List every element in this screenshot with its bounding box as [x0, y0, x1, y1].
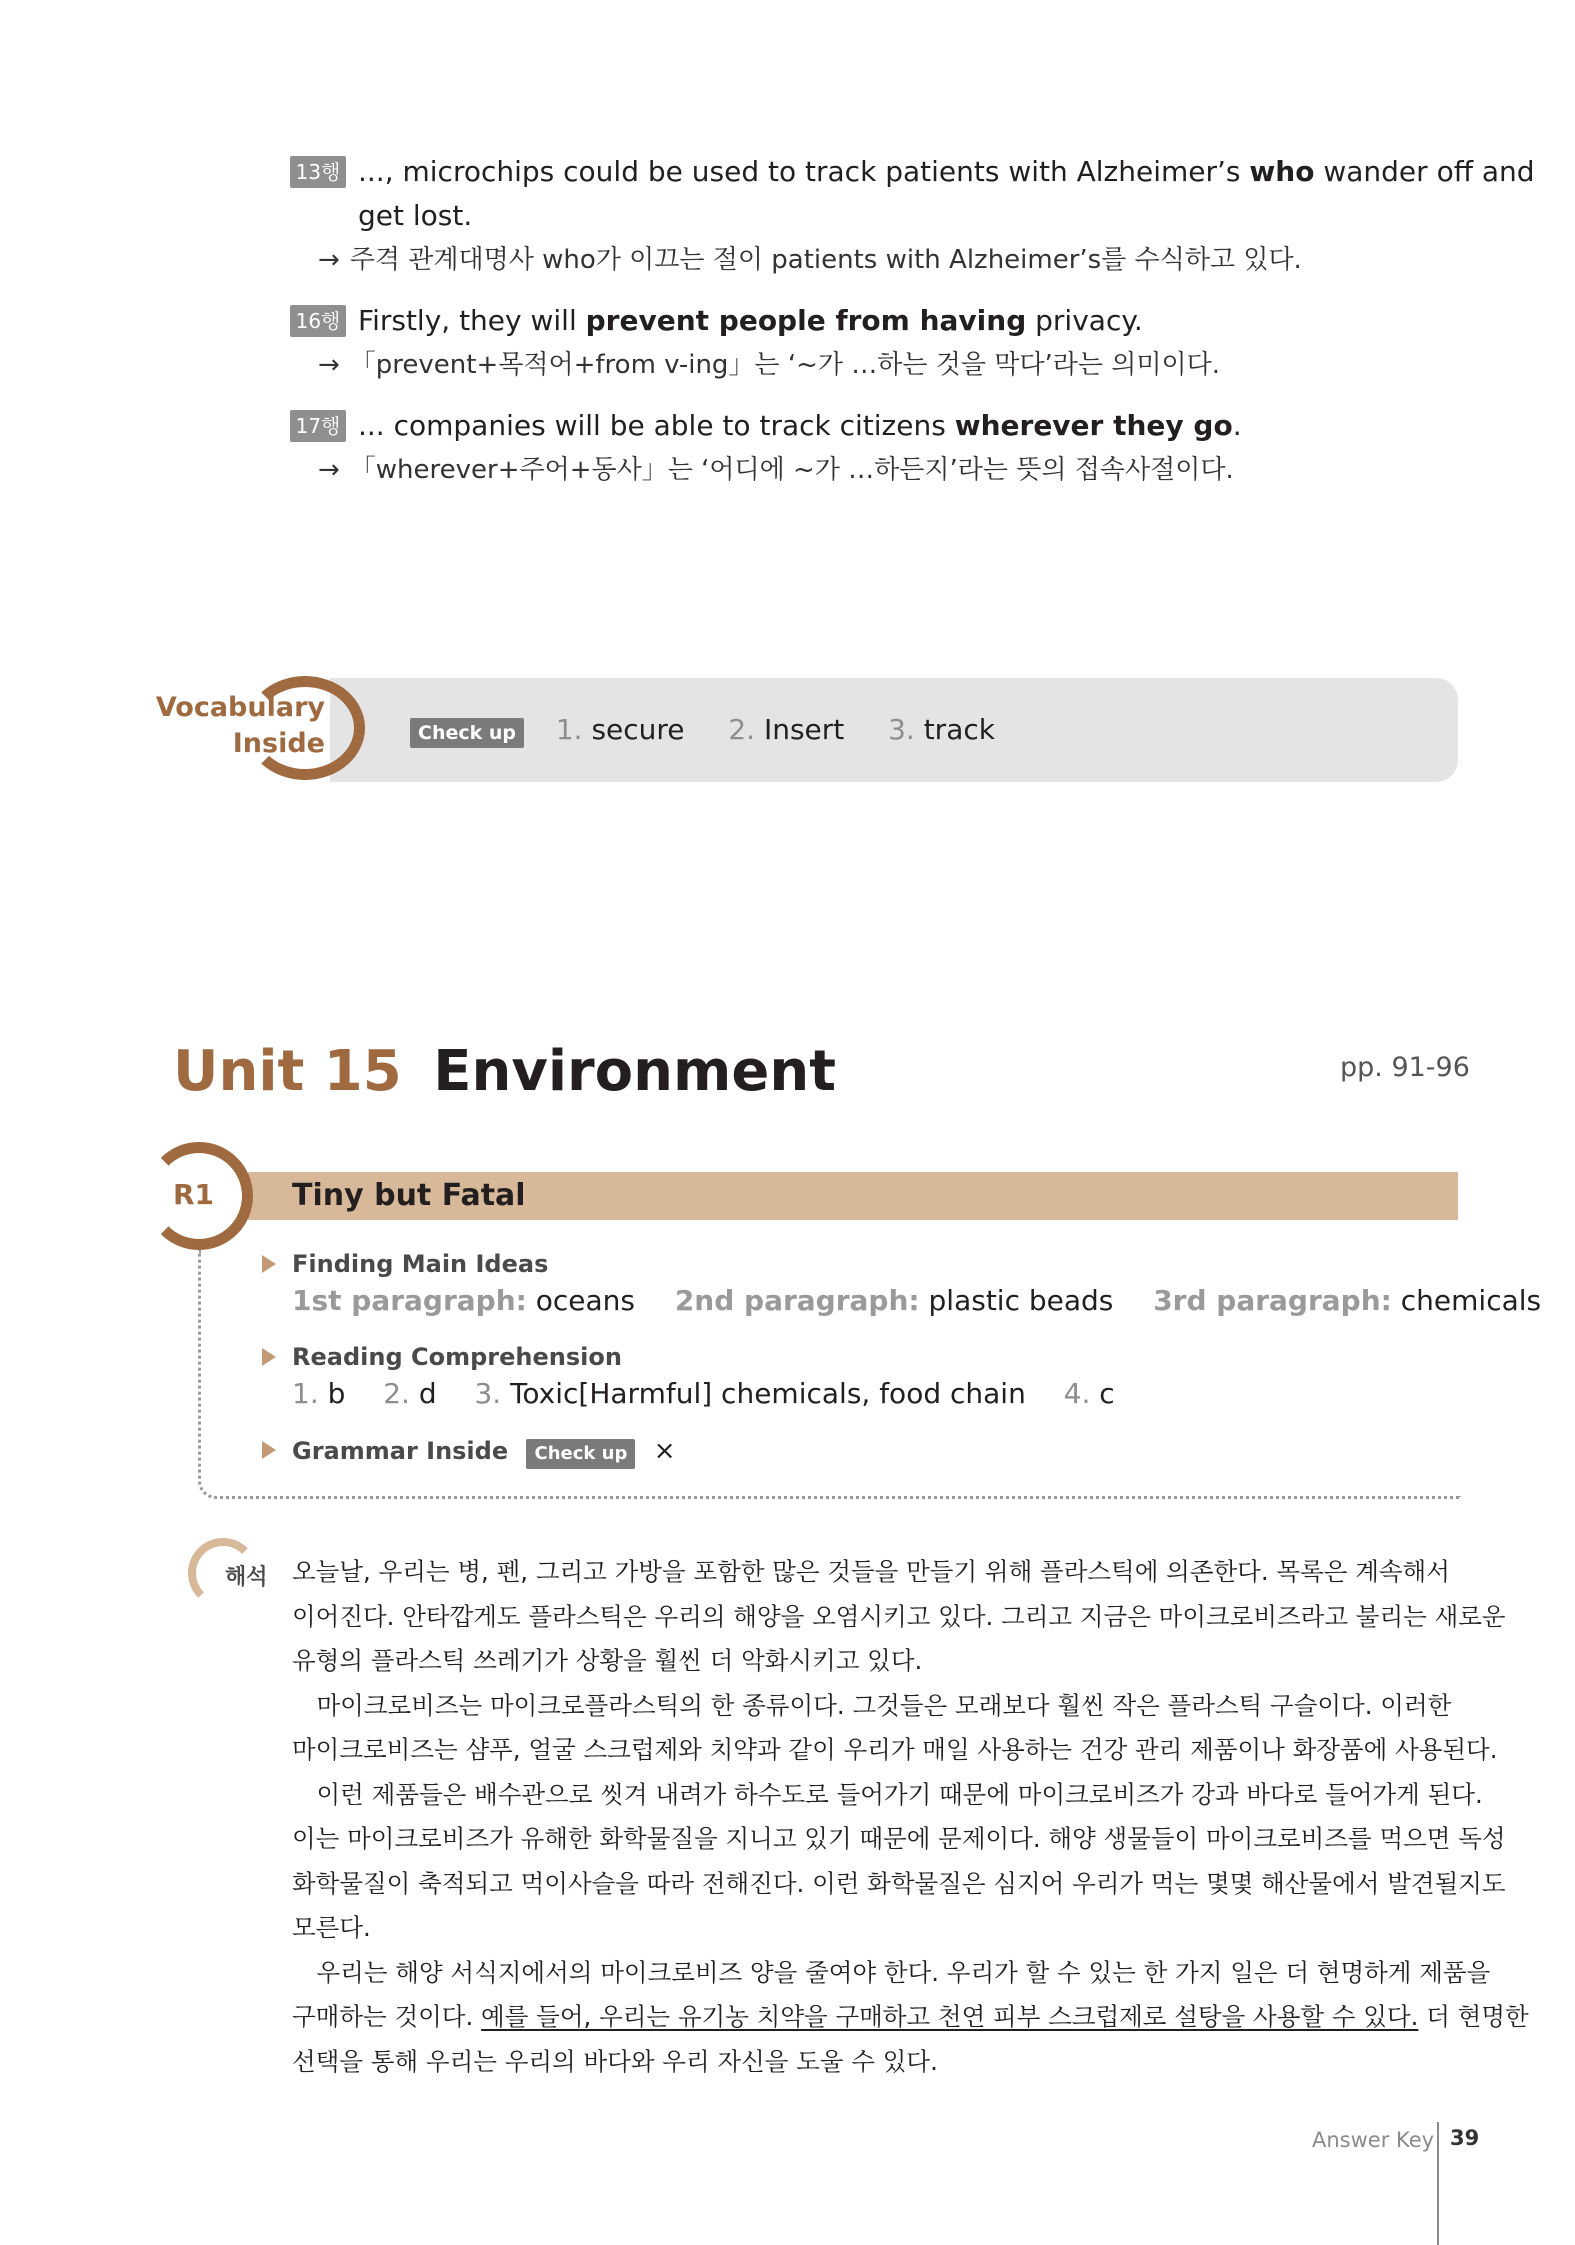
- translation-line: 우리는 해양 서식지에서의 마이크로비즈 양을 줄여야 한다. 우리가 할 수 있는 한 가지 일은 더 현명하게 제품을: [292, 1957, 1491, 1987]
- arrow-icon: →: [318, 245, 340, 275]
- question-answer: Toxic[Harmful] chemicals, food chain: [510, 1377, 1026, 1410]
- explanation-text: 「wherever+주어+동사」는 ‘어디에 ~가 …하든지’라는 뜻의 접속사절이다.: [349, 455, 1234, 485]
- paragraph-label: 1st paragraph: [292, 1284, 516, 1317]
- paragraph-answer: plastic beads: [928, 1284, 1114, 1317]
- checkup-badge: Check up: [526, 1439, 635, 1469]
- vocabulary-label-line2: Inside: [232, 728, 325, 759]
- line-badge: 13행: [290, 156, 346, 188]
- translation-label: 해석: [225, 1565, 268, 1590]
- reading-comprehension-heading: Reading Comprehension: [292, 1343, 622, 1371]
- question-number: 2.: [383, 1377, 410, 1410]
- explanation-text: 주격 관계대명사 who가 이끄는 절이 patients with Alzheimer’s를 수식하고 있다.: [349, 245, 1302, 275]
- answer-number: 1.: [555, 713, 583, 746]
- answer-number: 3.: [888, 713, 915, 746]
- r1-label: R1: [173, 1178, 215, 1211]
- page-number: 39: [1450, 2126, 1480, 2150]
- grammar-explanation: [318, 450, 1234, 490]
- bullet-triangle-icon: [262, 1441, 276, 1459]
- paragraph-label: 3rd paragraph: [1153, 1284, 1381, 1317]
- question-answer: c: [1099, 1377, 1115, 1410]
- question-answer: d: [418, 1377, 437, 1410]
- grammar-example: Firstly, they will prevent people from having privacy.: [358, 304, 1143, 337]
- translation-line: 모른다.: [292, 1913, 371, 1942]
- translation-line: 이어진다. 안타깝게도 플라스틱은 우리의 해양을 오염시키고 있다. 그리고 지금은 마이크로비즈라고 불리는 새로운: [292, 1601, 1506, 1631]
- footer-label: Answer Key: [1312, 2128, 1435, 2152]
- line-badge: 16행: [290, 305, 346, 337]
- question-number: 1.: [292, 1377, 319, 1410]
- arrow-icon: →: [318, 455, 340, 485]
- r1-title: Tiny but Fatal: [292, 1178, 526, 1213]
- grammar-inside-answer: ×: [653, 1436, 676, 1466]
- grammar-example: ... companies will be able to track citizens wherever they go.: [358, 409, 1242, 442]
- reading-comprehension-answers: [292, 1374, 1115, 1414]
- grammar-inside-row: [292, 1436, 675, 1469]
- translation-line: 선택을 통해 우리는 우리의 바다와 우리 자신을 도울 수 있다.: [292, 2046, 938, 2076]
- grammar-example: ..., microchips could be used to track patients with Alzheimer’s who wander off and: [358, 155, 1535, 188]
- paragraph-answer: oceans: [535, 1284, 636, 1317]
- question-number: 3.: [474, 1377, 502, 1410]
- translation-line: 이런 제품들은 배수관으로 씻겨 내려가 하수도로 들어가기 때문에 마이크로비즈가 강과 바다로 들어가게 된다.: [292, 1779, 1483, 1809]
- translation-line: 이는 마이크로비즈가 유해한 화학물질을 지니고 있기 때문에 문제이다. 해양 생물들이 마이크로비즈를 먹으면 독성: [292, 1824, 1506, 1853]
- translation-line: 마이크로비즈는 샴푸, 얼굴 스크럽제와 치약과 같이 우리가 매일 사용하는 건강 관리 제품이나 화장품에 사용된다.: [292, 1735, 1498, 1764]
- question-number: 4.: [1063, 1377, 1091, 1410]
- page-range: pp. 91-96: [1340, 1052, 1470, 1083]
- explanation-text: 「prevent+목적어+from v-ing」는 ‘~가 …하는 것을 막다’라는 의미이다.: [349, 350, 1220, 380]
- paragraph-answer: chemicals: [1400, 1284, 1542, 1317]
- footer-divider: [1437, 2122, 1439, 2245]
- translation-line: 유형의 플라스틱 쓰레기가 상황을 훨씬 더 악화시키고 있다.: [292, 1646, 923, 1675]
- checkup-badge: Check up: [410, 718, 524, 748]
- answer-text: secure: [591, 713, 685, 746]
- vocabulary-answers: [410, 710, 995, 750]
- paragraph-label: 2nd paragraph: [674, 1284, 909, 1317]
- vocabulary-label-line1: Vocabulary: [155, 692, 325, 723]
- unit-name: Environment: [433, 1039, 836, 1104]
- translation-line: 마이크로비즈는 마이크로플라스틱의 한 종류이다. 그것들은 모래보다 훨씬 작은 플라스틱 구슬이다. 이러한: [292, 1690, 1452, 1720]
- bullet-triangle-icon: [262, 1255, 276, 1273]
- grammar-explanation: [318, 345, 1220, 385]
- arrow-icon: →: [318, 350, 340, 380]
- question-answer: b: [327, 1377, 346, 1410]
- finding-main-ideas-heading: Finding Main Ideas: [292, 1250, 549, 1278]
- translation-line: 구매하는 것이다. 예를 들어, 우리는 유기농 치약을 구매하고 천연 피부 스크럽제로 설탕을 사용할 수 있다. 더 현명한: [292, 2002, 1529, 2031]
- grammar-explanation: [318, 240, 1302, 280]
- vocabulary-label: [150, 690, 325, 762]
- translation-line: 화학물질이 축적되고 먹이사슬을 따라 전해진다. 이런 화학물질은 심지어 우리가 먹는 몇몇 해산물에서 발견될지도: [292, 1868, 1506, 1898]
- unit-number: Unit 15: [173, 1039, 402, 1104]
- answer-text: Insert: [763, 713, 845, 746]
- bullet-triangle-icon: [262, 1348, 276, 1366]
- translation-line: 오늘날, 우리는 병, 펜, 그리고 가방을 포함한 많은 것들을 만들기 위해 플라스틱에 의존한다. 목록은 계속해서: [292, 1557, 1450, 1586]
- grammar-inside-heading: Grammar Inside: [292, 1437, 509, 1465]
- unit-title: [173, 1038, 836, 1106]
- grammar-example: get lost.: [358, 199, 473, 232]
- finding-main-ideas-answers: 1st paragraph: oceans 2nd paragraph: plastic beads 3rd paragraph: chemicals: [292, 1284, 1542, 1317]
- line-badge: 17행: [290, 410, 346, 442]
- answer-text: track: [923, 713, 995, 746]
- answer-number: 2.: [728, 713, 756, 746]
